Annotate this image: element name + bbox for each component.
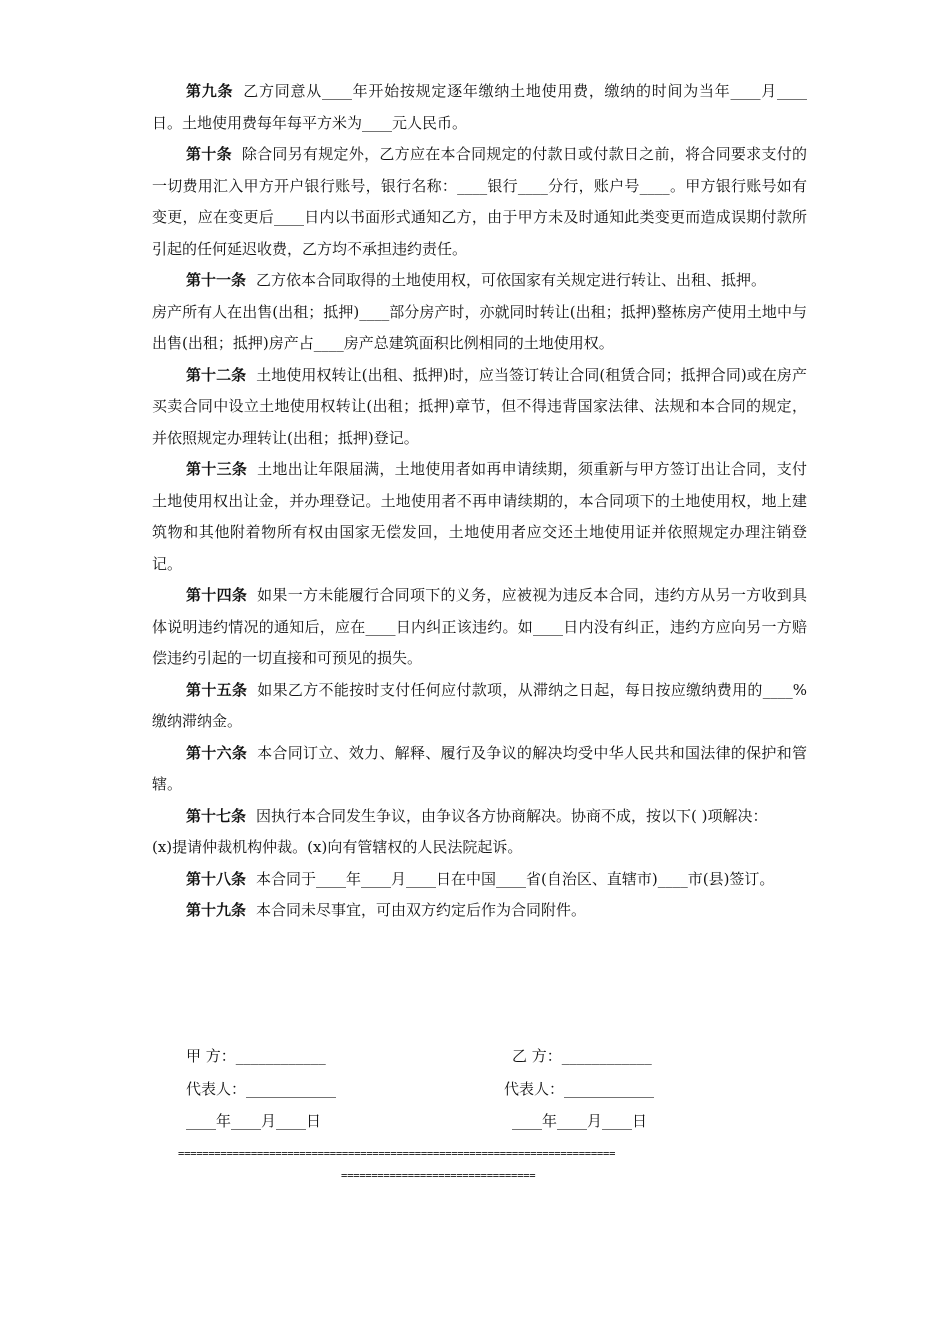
article-title: 第十条 bbox=[186, 145, 232, 163]
article-10 bbox=[152, 139, 807, 265]
article-text: 土地使用权转让(出租、抵押)时，应当签订转让合同(租赁合同；抵押合同)或在房产买卖合同中设立土地使用权转让(出租；抵押)章节，但不得违背国家法律、法规和本合同的规定，并依照规定办理转让(出租；抵押)登记。 bbox=[152, 365, 807, 447]
article-11-extra: 房产所有人在出售(出租；抵押)____部分房产时，亦就同时转让(出租；抵押)整栋房产使用土地中与出售(出租；抵押)房产占____房产总建筑面积比例相同的土地使用权。 bbox=[152, 302, 807, 352]
article-title: 第十四条 bbox=[186, 586, 248, 604]
rep-b-line: 代表人：____________ bbox=[504, 1080, 655, 1098]
article-title: 第十七条 bbox=[186, 806, 247, 825]
article-title: 第十五条 bbox=[186, 680, 248, 699]
article-title: 第十一条 bbox=[186, 271, 247, 289]
separator-line-1: ======================================================================== bbox=[178, 1148, 616, 1160]
article-11 bbox=[152, 265, 807, 297]
article-text: 因执行本合同发生争议，由争议各方协商解决。协商不成，按以下( )项解决： bbox=[256, 806, 768, 825]
article-19 bbox=[152, 895, 807, 927]
date-a-line: ____年____月____日 bbox=[186, 1112, 322, 1130]
article-title: 第十九条 bbox=[186, 901, 247, 919]
article-text: 本合同未尽事宜，可由双方约定后作为合同附件。 bbox=[256, 901, 587, 919]
date-b-line: ____年____月____日 bbox=[512, 1112, 648, 1130]
contract-body bbox=[152, 76, 807, 927]
article-text: 除合同另有规定外，乙方应在本合同规定的付款日或付款日之前，将合同要求支付的一切费用汇入甲方开户银行账号，银行名称：____银行____分行，账户号____。甲方银行账号如有变更，应在变更后____日内以书面形式通知乙方，由于甲方未及时通知此类变更而造成误期付款所引起的任何延迟收费，乙方均不承担违约责任。 bbox=[152, 145, 807, 258]
article-13 bbox=[152, 454, 807, 580]
rep-a-line: 代表人：____________ bbox=[186, 1080, 337, 1098]
party-a-line: 甲 方：____________ bbox=[186, 1047, 326, 1065]
article-text: 本合同于____年____月____日在中国____省(自治区、直辖市)____市(县)签订。 bbox=[256, 869, 775, 888]
article-text: 如果一方未能履行合同项下的义务，应被视为违反本合同，违约方从另一方收到具体说明违约情况的通知后，应在____日内纠正该违约。如____日内没有纠正，违约方应向另一方赔偿违约引起的一切直接和可预见的损失。 bbox=[152, 586, 807, 667]
article-title: 第十二条 bbox=[186, 365, 247, 384]
article-9 bbox=[152, 76, 807, 139]
separator-line-2: ================================ bbox=[341, 1170, 536, 1182]
article-text: 本合同订立、效力、解释、履行及争议的解决均受中华人民共和国法律的保护和管辖。 bbox=[152, 743, 807, 793]
article-18 bbox=[152, 864, 807, 896]
article-12 bbox=[152, 360, 807, 455]
article-text: 乙方同意从____年开始按规定逐年缴纳土地使用费，缴纳的时间为当年____月____日。土地使用费每年每平方米为____元人民币。 bbox=[152, 82, 807, 132]
article-text: 土地出让年限届满，土地使用者如再申请续期，须重新与甲方签订出让合同，支付土地使用权出让金，并办理登记。土地使用者不再申请续期的，本合同项下的土地使用权，地上建筑物和其他附着物所有权由国家无偿发回，土地使用者应交还土地使用证并依照规定办理注销登记。 bbox=[152, 460, 807, 573]
article-text: 如果乙方不能按时支付任何应付款项，从滞纳之日起，每日按应缴纳费用的____%缴纳滞纳金。 bbox=[152, 680, 807, 730]
article-15 bbox=[152, 675, 807, 738]
article-17 bbox=[152, 801, 807, 833]
article-title: 第十八条 bbox=[186, 869, 247, 888]
article-title: 第十六条 bbox=[186, 743, 248, 762]
article-text: 乙方依本合同取得的土地使用权，可依国家有关规定进行转让、出租、抵押。 bbox=[256, 271, 767, 289]
article-title: 第十三条 bbox=[186, 460, 248, 478]
article-16 bbox=[152, 738, 807, 801]
party-b-line: 乙 方：____________ bbox=[512, 1047, 652, 1065]
article-title: 第九条 bbox=[186, 82, 234, 100]
article-17-extra: (x)提请仲裁机构仲裁。(x)向有管辖权的人民法院起诉。 bbox=[152, 838, 523, 856]
article-14 bbox=[152, 580, 807, 675]
